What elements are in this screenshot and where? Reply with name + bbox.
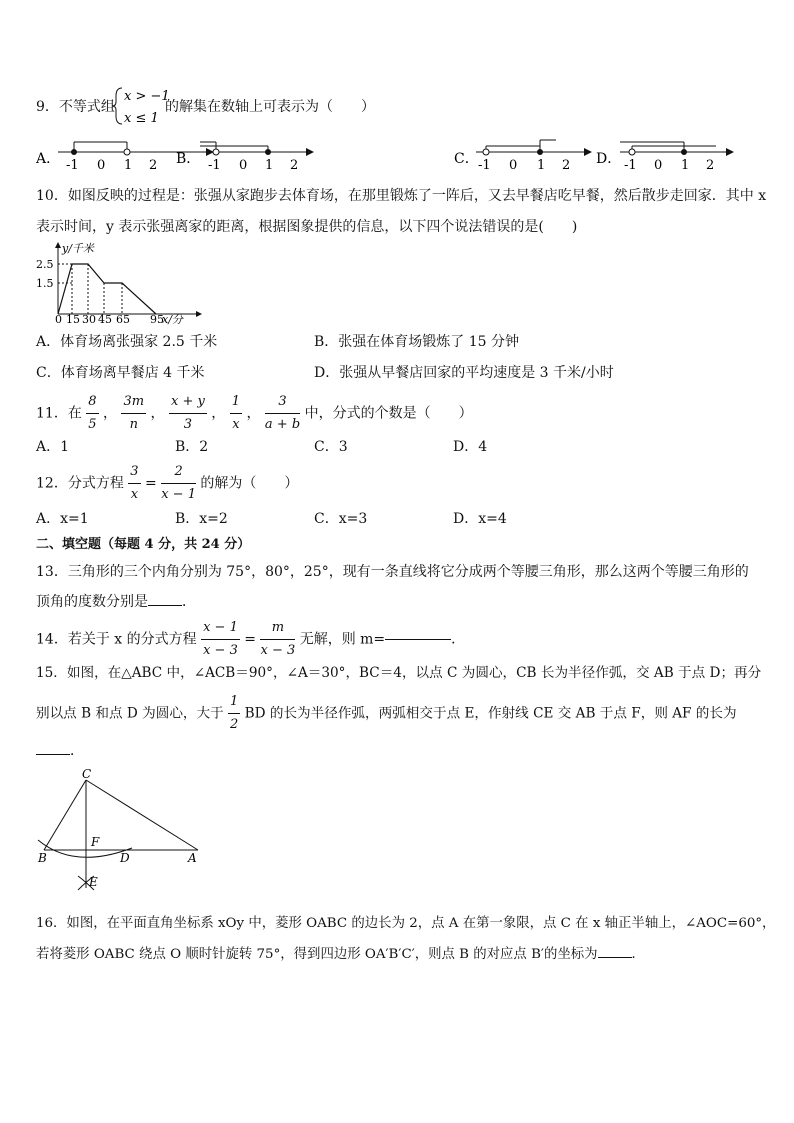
q11-fraction-4: $\frac{1}{x}$ — [231, 394, 241, 432]
q16-answer-blank[interactable] — [598, 957, 632, 958]
q15-half-fraction: $\frac{1}{2}$ — [230, 694, 239, 732]
q10-line1: 10．如图反映的过程是：张强从家跑步去体育场，在那里锻炼了一阵后，又去早餐店吃早餐，然后散步走回家．其中 x — [36, 188, 767, 204]
q10-line2: 表示时间，y 表示张强离家的距离，根据图象提供的信息，以下四个说法错误的是( ) — [36, 219, 578, 235]
svg-text:2: 2 — [706, 158, 715, 172]
point-d-label: D — [120, 851, 130, 865]
q12-option-b: B．x=2 — [175, 511, 228, 527]
q11-stem: 11．在 $\frac{8}{5}$ ， $\frac{3m}{n}$ ， $\frac{x + y}{3}$ ， $\frac{1}{x}$ ， $\frac{3}{a + b}$ 中，分式的个数是（ ） — [36, 392, 473, 435]
q10-option-c: C．体育场离早餐店 4 千米 — [36, 365, 205, 381]
q9-option-a-label: A． — [36, 151, 61, 167]
graph-xtick-0: 0 — [55, 313, 62, 326]
svg-text:1: 1 — [124, 158, 133, 172]
q16-line2: 若将菱形 OABC 绕点 O 顺时针旋转 75°，得到四边形 OA′B′C′，则点 B 的对应点 B′的坐标为 ． — [36, 947, 645, 962]
q9-number-line-d — [620, 142, 734, 172]
svg-text:-1: -1 — [624, 158, 637, 172]
q13-answer-blank[interactable] — [148, 605, 182, 606]
svg-text:2: 2 — [562, 158, 571, 172]
svg-text:1: 1 — [681, 158, 690, 172]
graph-xtick-30: 30 — [82, 313, 96, 326]
q16-line1: 16．如图，在平面直角坐标系 xOy 中，菱形 OABC 的边长为 2，点 A 在第一象限，点 C 在 x 轴正半轴上，∠AOC=60°， — [36, 916, 776, 931]
svg-text:-1: -1 — [66, 158, 79, 172]
graph-ylabel: y/千米 — [62, 242, 94, 255]
point-e-label: E — [89, 875, 98, 889]
q14-right-fraction: $\frac{m}{x - 3}$ — [260, 620, 296, 658]
q10-option-b: B．张强在体育场锻炼了 15 分钟 — [314, 334, 520, 350]
point-a-label: A — [188, 851, 197, 865]
svg-text:1: 1 — [537, 158, 546, 172]
q15-answer-blank[interactable] — [36, 754, 70, 755]
q9-suffix: 的解集在数轴上可表示为（ ） — [165, 99, 375, 115]
q14-stem: 14．若关于 x 的分式方程 $\frac{x - 1}{x - 3}$ = $\frac{m}{x - 3}$ 无解，则 m= ． — [36, 618, 465, 661]
svg-text:0: 0 — [97, 158, 106, 172]
q9-number-line-c — [476, 140, 592, 172]
q9-option-d-label: D． — [596, 151, 622, 167]
q15-line2: 别以点 B 和点 D 为圆心，大于 $\frac{1}{2}$ BD 的长为半径作弧，两弧相交于点 E，作射线 CE 交 AB 于点 F，则 AF 的长为 — [36, 692, 737, 735]
q9-number-lines — [36, 136, 756, 172]
graph-xlabel: x/分 — [162, 313, 183, 326]
svg-text:2: 2 — [149, 158, 158, 172]
q9-option-b-label: B． — [176, 151, 201, 167]
point-c-label: C — [82, 767, 92, 781]
q11-fraction-3: $\frac{x + y}{3}$ — [170, 394, 205, 432]
q12-stem: 12．分式方程 $\frac{3}{x}$ = $\frac{2}{x - 1}$ 的解为（ ） — [36, 462, 298, 505]
svg-text:0: 0 — [654, 158, 663, 172]
q10-distance-time-graph — [36, 240, 216, 328]
q11-fraction-5: $\frac{3}{a + b}$ — [264, 394, 301, 432]
q9-ineq1: x > −1 — [124, 89, 170, 104]
q11-option-c: C．3 — [314, 439, 348, 455]
q14-answer-blank[interactable] — [385, 639, 451, 640]
q15-line1: 15．如图，在△ABC 中，∠ACB＝90°，∠A＝30°，BC＝4，以点 C 为圆心，CB 长为半径作弧，交 AB 于点 D；再分 — [36, 665, 762, 681]
q9-number-line-b — [200, 142, 314, 172]
graph-ytick-2-5: 2.5 — [36, 258, 54, 271]
q13-line2: 顶角的度数分别是 ． — [36, 594, 196, 610]
point-f-label: F — [91, 835, 100, 849]
graph-xtick-15: 15 — [66, 313, 80, 326]
q14-left-fraction: $\frac{x - 1}{x - 3}$ — [203, 620, 238, 658]
graph-xtick-95: 95 — [150, 313, 164, 326]
q11-fraction-2: $\frac{3m}{n}$ — [123, 394, 145, 432]
q12-option-a: A．x=1 — [36, 511, 89, 527]
q9-option-c-label: C． — [454, 151, 479, 167]
q12-left-fraction: $\frac{3}{x}$ — [130, 464, 139, 502]
graph-xtick-65: 65 — [116, 313, 130, 326]
q12-right-fraction: $\frac{2}{x - 1}$ — [161, 464, 196, 502]
q9-stem: 9．不等式组 — [36, 99, 115, 115]
svg-text:-1: -1 — [208, 158, 221, 172]
svg-text:2: 2 — [290, 158, 299, 172]
q13-line1: 13．三角形的三个内角分别为 75°，80°，25°，现有一条直线将它分成两个等腰三角形，那么这两个等腰三角形的 — [36, 564, 749, 580]
svg-text:0: 0 — [509, 158, 518, 172]
q12-option-d: D．x=4 — [453, 511, 507, 527]
q11-fraction-1: $\frac{8}{5}$ — [88, 394, 97, 432]
q11-option-d: D．4 — [453, 439, 488, 455]
svg-text:-1: -1 — [478, 158, 491, 172]
q11-option-b: B．2 — [175, 439, 209, 455]
svg-text:0: 0 — [239, 158, 248, 172]
q9-ineq2: x ≤ 1 — [124, 111, 159, 126]
svg-text:1: 1 — [265, 158, 274, 172]
q11-option-a: A．1 — [36, 439, 70, 455]
q10-option-d: D．张强从早餐店回家的平均速度是 3 千米/小时 — [314, 365, 614, 381]
graph-ytick-1-5: 1.5 — [36, 277, 54, 290]
q15-answer-line: ． — [36, 744, 84, 758]
graph-xtick-45: 45 — [98, 313, 112, 326]
point-b-label: B — [38, 851, 47, 865]
q12-option-c: C．x=3 — [314, 511, 368, 527]
section-2-heading: 二、填空题（每题 4 分，共 24 分） — [36, 537, 251, 552]
q9-brace — [112, 84, 172, 128]
q10-option-a: A．体育场离张强家 2.5 千米 — [36, 334, 218, 350]
q15-triangle-figure — [34, 766, 214, 894]
